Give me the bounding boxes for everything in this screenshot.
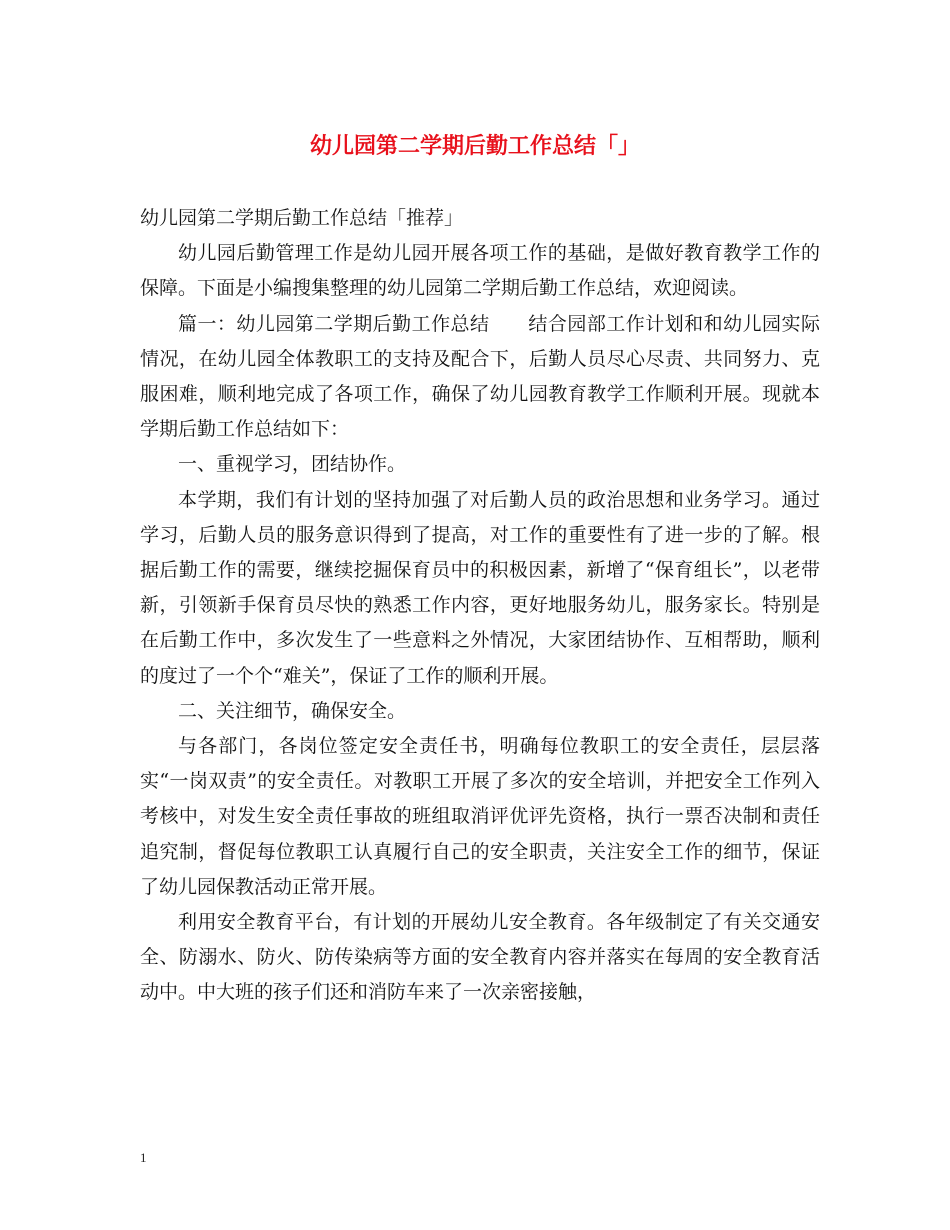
page-number: 1 [140,1150,147,1165]
intro-paragraph: 幼儿园后勤管理工作是幼儿园开展各项工作的基础，是做好教育教学工作的保障。下面是小编搜集整理的幼儿园第二学期后勤工作总结，欢迎阅读。 [140,242,820,300]
safety-education-paragraph: 利用安全教育平台，有计划的开展幼儿安全教育。各年级制定了有关交通安全、防溺水、防火、防传染病等方面的安全教育内容并落实在每周的安全教育活动中。中大班的孩子们还和消防车来了一次亲密接触， [140,911,820,1004]
heading-study-cooperation: 一、重视学习，团结协作。 [178,453,407,476]
document-title: 幼儿园第二学期后勤工作总结「」 [309,134,640,159]
subtitle-paragraph: 幼儿园第二学期后勤工作总结「推荐」 [140,207,464,229]
section-one-paragraph: 篇一：幼儿园第二学期后勤工作总结 结合园部工作计划和和幼儿园实际情况，在幼儿园全体教职工的支持及配合下，后勤人员尽心尽责、共同努力、克服困难，顺利地完成了各项工作，确保了幼儿园教育教学工作顺利开展。现就本学期后勤工作总结如下： [140,312,820,441]
heading-safety: 二、关注细节，确保安全。 [178,699,407,722]
safety-responsibility-paragraph: 与各部门，各岗位签定安全责任书，明确每位教职工的安全责任，层层落实“一岗双责”的安全责任。对教职工开展了多次的安全培训，并把安全工作列入考核中，对发生安全责任事故的班组取消评优评先资格，执行一票否决制和责任追究制，督促每位教职工认真履行自己的安全职责，关注安全工作的细节，保证了幼儿园保教活动正常开展。 [140,735,820,898]
document-body [140,201,820,1011]
study-paragraph: 本学期，我们有计划的坚持加强了对后勤人员的政治思想和业务学习。通过学习，后勤人员的服务意识得到了提高，对工作的重要性有了进一步的了解。根据后勤工作的需要，继续挖掘保育员中的积极因素，新增了“保育组长”，以老带新，引领新手保育员尽快的熟悉工作内容，更好地服务幼儿，服务家长。特别是在后勤工作中，多次发生了一些意料之外情况，大家团结协作、互相帮助，顺利的度过了一个个“难关”，保证了工作的顺利开展。 [140,488,820,687]
